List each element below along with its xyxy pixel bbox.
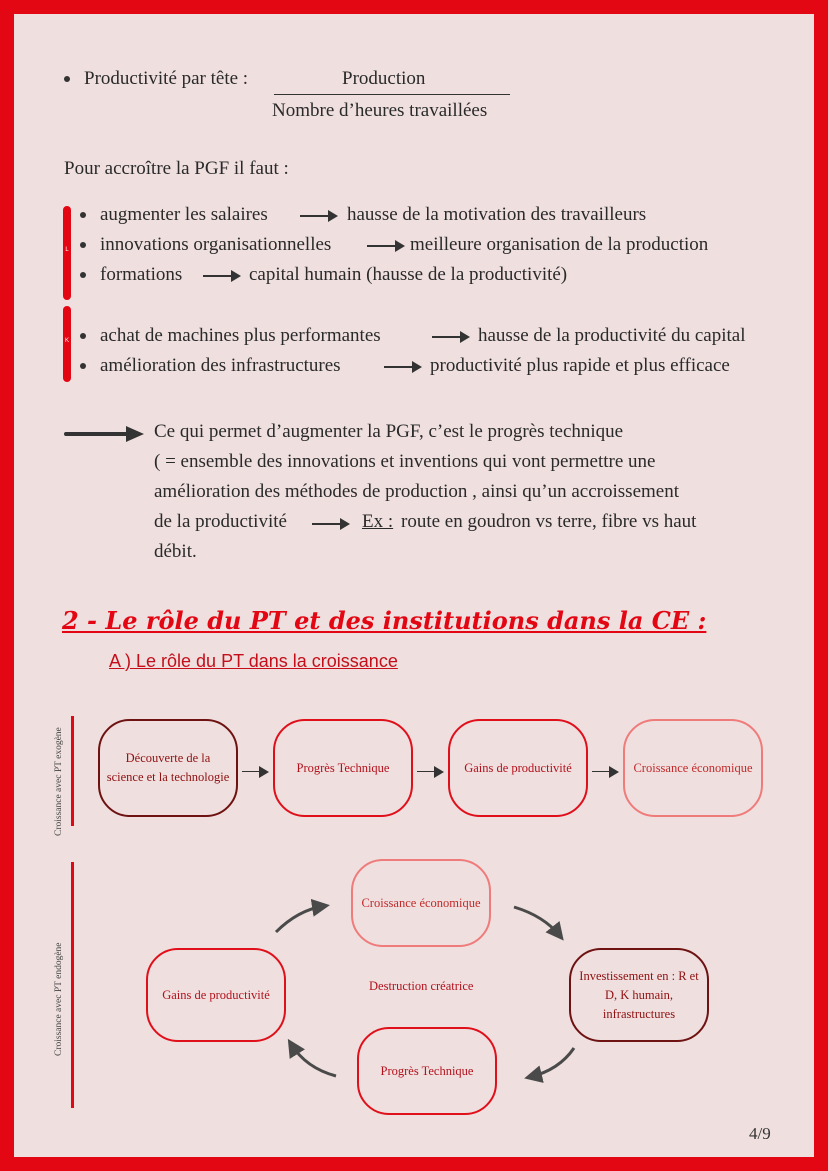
diagram1-box-discovery: Découverte de la science et la technologie — [98, 719, 238, 817]
conclusion-line-4: de la productivité — [154, 511, 287, 532]
conclusion-line-3: amélioration des méthodes de production , ainsi qu’un accroissement — [154, 481, 679, 502]
k-item-2-right: productivité plus rapide et plus efficace — [430, 355, 730, 376]
cycle-arrow-top-right — [514, 907, 560, 936]
page-number: 4/9 — [749, 1124, 771, 1143]
k-item-2-left: amélioration des infrastructures — [100, 355, 341, 376]
k-item-1-left: achat de machines plus performantes — [100, 325, 381, 346]
example-label: Ex : — [362, 511, 394, 532]
capital-tag: K — [64, 338, 69, 344]
l-item-3-left: formations — [100, 264, 183, 285]
diagram1-side-label: Croissance avec PT exogène — [54, 727, 64, 836]
cycle-center-label: Destruction créatrice — [369, 979, 474, 993]
labor-tag: L — [65, 247, 69, 253]
k-item-1-right: hausse de la productivité du capital — [478, 325, 746, 346]
formula-label: Productivité par tête : — [84, 68, 249, 89]
pgf-intro: Pour accroître la PGF il faut : — [64, 158, 289, 179]
l-item-1-left: augmenter les salaires — [100, 204, 268, 225]
cycle-arrow-top-left — [276, 906, 324, 932]
diagram2-side-label: Croissance avec PT endogène — [54, 942, 64, 1056]
l-item-1-right: hausse de la motivation des travailleurs — [347, 204, 647, 225]
diagram1-box-gains: Gains de productivité — [448, 719, 588, 817]
cycle-box-growth: Croissance économique — [351, 859, 491, 947]
cycle-box-gains: Gains de productivité — [146, 948, 286, 1042]
diagram1-box-growth: Croissance économique — [623, 719, 763, 817]
cycle-arrows — [14, 14, 814, 1157]
l-item-2-left: innovations organisationnelles — [100, 234, 332, 255]
cycle-box-progress: Progrès Technique — [357, 1027, 497, 1115]
cycle-box-investment: Investissement en : R et D, K humain, infrastructures — [569, 948, 709, 1042]
example-text: route en goudron vs terre, fibre vs haut — [401, 511, 697, 532]
cycle-arrow-bottom-left — [291, 1044, 336, 1076]
conclusion-line-5: débit. — [154, 541, 197, 562]
cycle-arrow-bottom-right — [530, 1048, 574, 1077]
l-item-3-right: capital humain (hausse de la productivité) — [249, 264, 568, 285]
formula-denominator: Nombre d’heures travaillées — [272, 100, 488, 121]
page — [14, 14, 814, 1157]
formula-numerator: Production — [342, 68, 426, 89]
subsection-title: A ) Le rôle du PT dans la croissance — [109, 651, 398, 671]
conclusion-line-1: Ce qui permet d’augmenter la PGF, c’est le progrès technique — [154, 421, 624, 442]
l-item-2-right: meilleure organisation de la production — [410, 234, 709, 255]
diagram1-box-progress: Progrès Technique — [273, 719, 413, 817]
conclusion-line-2: ( = ensemble des innovations et inventions qui vont permettre une — [154, 451, 656, 472]
section-title: 2 - Le rôle du PT et des institutions dans la CE : — [62, 606, 707, 635]
